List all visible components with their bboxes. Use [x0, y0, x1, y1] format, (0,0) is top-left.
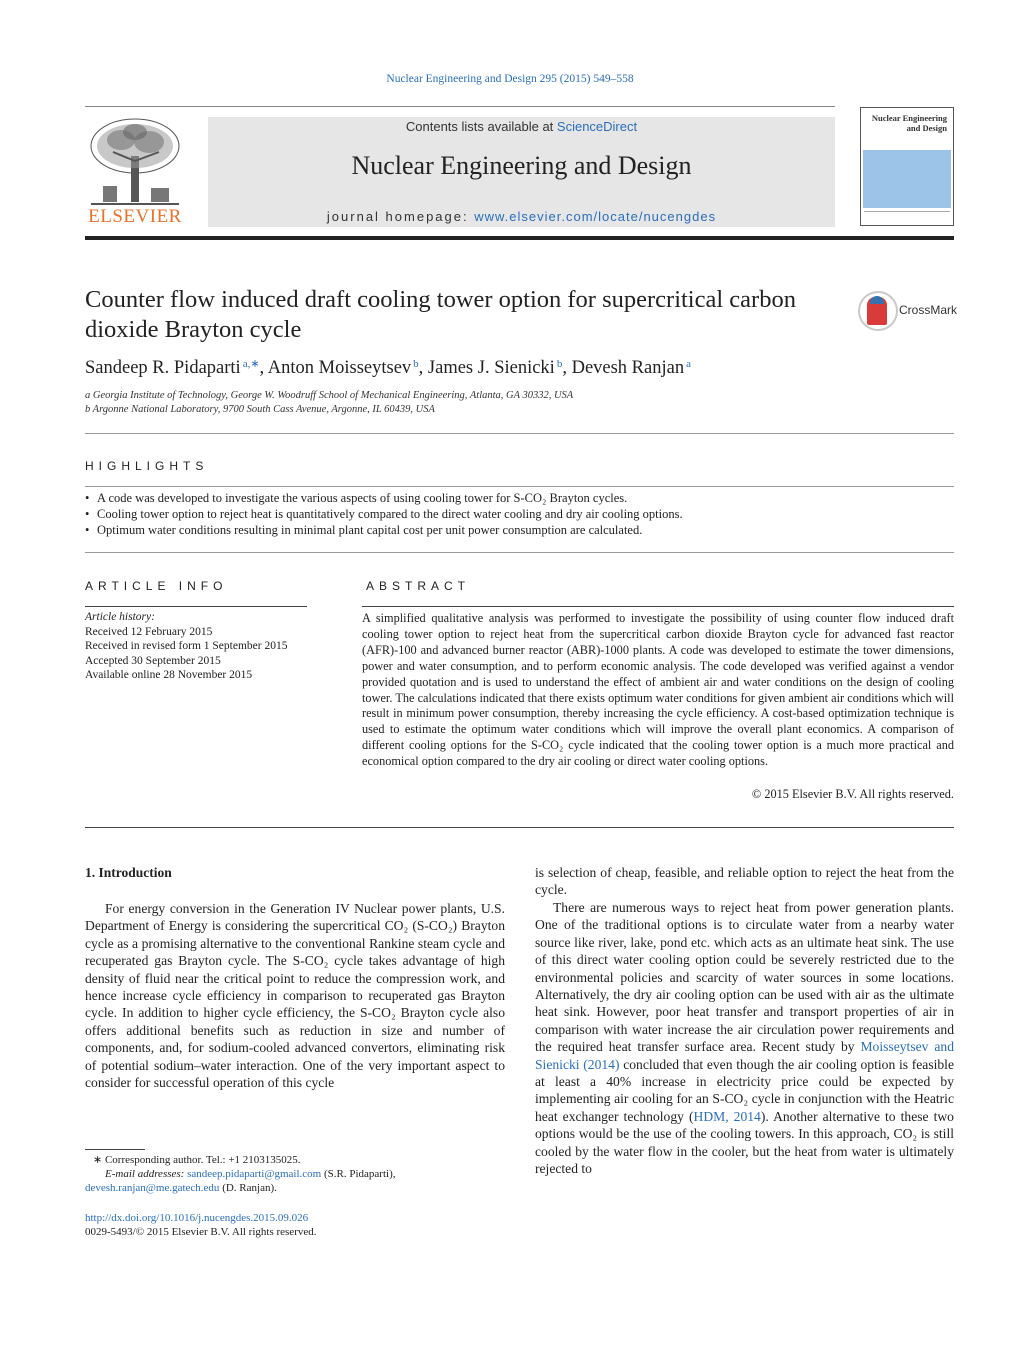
highlight-item: [85, 507, 955, 522]
author-name[interactable]: Sandeep R. Pidaparti: [85, 358, 241, 378]
abstract-copyright: © 2015 Elsevier B.V. All rights reserved.: [751, 787, 954, 801]
divider: [85, 827, 954, 828]
author-name[interactable]: James J. Sienicki: [427, 358, 555, 378]
journal-homepage: [208, 209, 835, 224]
email-link[interactable]: devesh.ranjan@me.gatech.edu: [85, 1182, 220, 1194]
intro-paragraph-continued: is selection of cheap, feasible, and reliable option to reject the heat from the cycle.: [535, 865, 954, 898]
elsevier-logo[interactable]: [85, 116, 185, 228]
paragraph-text: concluded that even though the air cooling option is feasible at least a 40% increase in electricity price could be expected by implementing air cooling for an S-CO₂ cycle in conjunction with the Heatric heat exchanger technology (: [535, 1056, 954, 1124]
cover-title: Nuclear Engineering and Design: [871, 113, 947, 133]
journal-banner: [208, 117, 835, 227]
journal-citation[interactable]: Nuclear Engineering and Design 295 (2015) 549–558: [386, 73, 634, 85]
intro-paragraph-2: [535, 899, 954, 1178]
elsevier-tree-icon: [85, 116, 185, 208]
crossmark-badge[interactable]: [858, 291, 958, 331]
section-heading-introduction: 1. Introduction: [85, 865, 172, 880]
corresponding-author-note: ∗ Corresponding author. Tel.: +1 2103135025.: [93, 1154, 301, 1166]
homepage-link[interactable]: www.elsevier.com/locate/nucengdes: [474, 209, 717, 224]
abstract-heading: ABSTRACT: [366, 579, 471, 593]
journal-title: Nuclear Engineering and Design: [351, 151, 692, 180]
divider: [85, 486, 954, 487]
bullet-icon: •: [85, 523, 90, 537]
reference-link[interactable]: HDM, 2014: [693, 1108, 761, 1124]
author-list: [85, 357, 955, 379]
highlight-text: Cooling tower option to reject heat is quantitatively compared to the direct water cooling and dry air cooling options.: [97, 507, 683, 521]
highlight-text: Optimum water conditions resulting in minimal plant capital cost per unit power consumption are calculated.: [97, 523, 643, 537]
author-name[interactable]: Anton Moisseytsev: [267, 358, 412, 378]
cover-footer: [864, 211, 950, 222]
article-info-heading: ARTICLE INFO: [85, 579, 228, 593]
history-item: Received 12 February 2015: [85, 625, 213, 638]
author-affil-mark[interactable]: a,∗: [242, 358, 260, 370]
history-item: Accepted 30 September 2015: [85, 654, 221, 667]
author-sep: ,: [562, 358, 572, 378]
email-note-2: [85, 1182, 505, 1194]
article-info-rule: [85, 606, 307, 607]
email-note: [85, 1168, 525, 1180]
affiliation-a: a Georgia Institute of Technology, George W. Woodruff School of Mechanical Engineering, Atlanta, GA 30332, USA: [85, 390, 574, 401]
contents-prefix: Contents lists available at: [405, 119, 557, 134]
homepage-prefix: journal homepage:: [326, 209, 475, 224]
doi-link[interactable]: http://dx.doi.org/10.1016/j.nucengdes.2015.09.026: [85, 1212, 309, 1224]
sciencedirect-link[interactable]: ScienceDirect: [556, 119, 638, 134]
journal-cover-thumbnail[interactable]: [860, 107, 954, 226]
contents-line: [208, 119, 835, 134]
article-history: [85, 610, 345, 683]
elsevier-wordmark: ELSEVIER: [88, 206, 182, 227]
header-divider: [85, 106, 835, 107]
email-link[interactable]: sandeep.pidaparti@gmail.com: [187, 1168, 322, 1180]
intro-paragraph-1: For energy conversion in the Generation IV Nuclear power plants, U.S. Department of Energy is considering the supercritical CO₂ (S-CO₂) Brayton cycle as a promising alternative to the conventional Rankine steam cycle and recuperated gas Brayton cycle. The S-CO₂ cycle takes advantage of high density of fluid near the critical point to reduce the compression work, and hence increase cycle efficiency in comparison to recuperated gas Brayton cycle. In addition to higher cycle efficiency, the S-CO₂ Brayton cycle also offers additional benefits such as reduction in size and number of components, and, for sodium-cooled advanced convertors, eliminating risk of potential sodium–water interaction. One of the very important aspect to consider for successful operation of this cycle: [85, 901, 505, 1091]
bullet-icon: •: [85, 491, 90, 505]
abstract-text: A simplified qualitative analysis was performed to investigate the possibility of using counter flow induced draft cooling tower option to reject heat from the supercritical carbon dioxide Brayton cycle for advanced fast reactor (AFR)-100 and advanced burner reactor (ABR)-1000 plants. A code was developed to estimate the tower dimensions, power and water consumption, and to perform economic analysis. The code developed was verified against a vendor provided quotation and is used to understand the effect of ambient air and water conditions on the design of cooling tower. The calculations indicated that there exists optimum water conditions for given ambient air conditions which will result in minimum power consumption, thereby increasing the cycle efficiency. A cost-based optimization technique is used to estimate the optimum water conditions which will improve the overall plant economics. A comparison of different cooling options for the S-CO₂ cycle indicated that the cooling tower option is a much more practical and economical option compared to the dry air cooling or direct water cooling options.: [362, 611, 954, 769]
affiliation-b: b Argonne National Laboratory, 9700 South Cass Avenue, Argonne, IL 60439, USA: [85, 404, 435, 415]
highlight-item: [85, 491, 955, 506]
author-sep: ,: [418, 358, 428, 378]
paragraph-text: There are numerous ways to reject heat from power generation plants. One of the traditional options is to circulate water from a nearby water source like river, lake, pond etc. which acts as an ultimate heat sink. The use of this direct water cooling option could be severely restricted due to the environmental policies and scarcity of water sources in some locations. Alternatively, the dry air cooling option can be used with air as the ultimate heat sink. However, poor heat transfer and transport properties of air in comparison with water increase the air circulation power requirements and the required heat transfer surface area. Recent study by: [535, 900, 954, 1055]
bullet-icon: •: [85, 507, 90, 521]
divider: [85, 552, 954, 553]
highlight-text: A code was developed to investigate the various aspects of using cooling tower for S-CO₂ Brayton cycles.: [97, 491, 628, 505]
email-owner: (S.R. Pidaparti),: [321, 1168, 396, 1180]
email-owner: (D. Ranjan).: [219, 1182, 277, 1194]
cover-graphic: [863, 150, 951, 208]
highlight-item: [85, 523, 955, 538]
abstract-rule: [362, 606, 954, 607]
author-name[interactable]: Devesh Ranjan: [571, 358, 685, 378]
footnote-rule: [85, 1149, 145, 1150]
article-title: Counter flow induced draft cooling tower option for supercritical carbon dioxide Brayton cycle: [85, 286, 796, 343]
history-item: Received in revised form 1 September 2015: [85, 640, 288, 653]
history-label: Article history:: [85, 611, 155, 623]
author-sep: ,: [259, 358, 268, 378]
email-label: E-mail addresses:: [105, 1168, 188, 1180]
author-affil-mark[interactable]: b: [556, 358, 563, 370]
paragraph-text: ). Another alternative to these two options would be the use of the cooling towers. In this approach, CO₂ is still cooled by the water flow in the cooler, but the heat from water is ultimately rejected to: [535, 1108, 954, 1177]
author-affil-mark[interactable]: a: [686, 358, 691, 370]
author-affil-mark[interactable]: b: [413, 358, 419, 370]
divider: [85, 433, 954, 434]
issn-line: 0029-5493/© 2015 Elsevier B.V. All rights reserved.: [85, 1226, 317, 1238]
highlights-heading: HIGHLIGHTS: [85, 459, 209, 473]
history-item: Available online 28 November 2015: [85, 669, 253, 682]
crossmark-icon: [858, 291, 898, 331]
crossmark-label: CrossMark: [899, 303, 958, 317]
header-thick-rule: [85, 236, 954, 240]
reference-link[interactable]: Moisseytsev and Sienicki (2014): [535, 1039, 954, 1072]
